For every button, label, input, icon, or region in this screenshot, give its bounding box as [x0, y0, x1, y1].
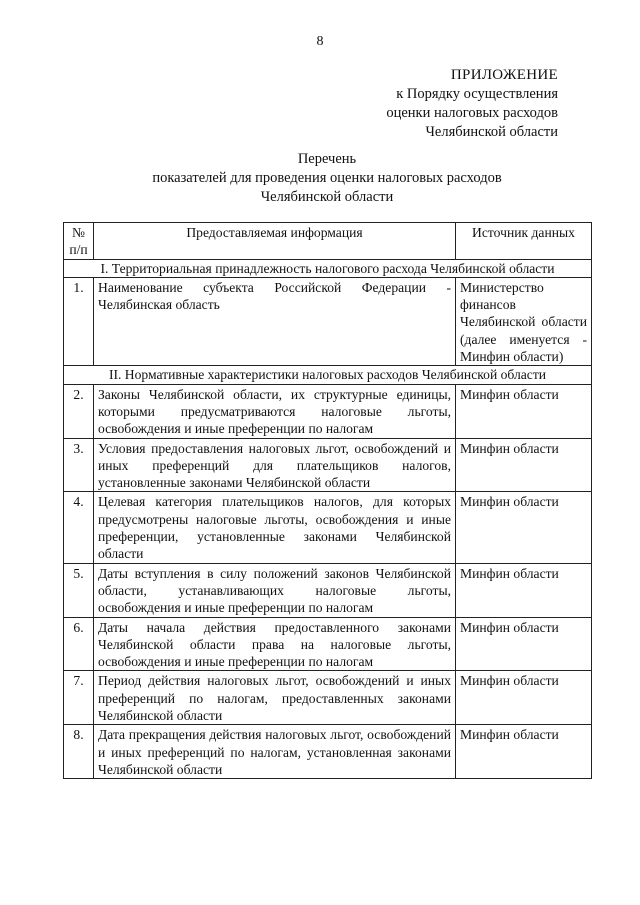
row-info: Даты начала действия предоставленного законами Челябинской области права на налоговые льготы, освобождения и иные преференции по налогам	[94, 617, 456, 671]
header-source: Источник данных	[456, 223, 592, 260]
section-title: I. Территориальная принадлежность налогового расхода Челябинской области	[64, 259, 592, 277]
row-source: Минфин области	[456, 563, 592, 617]
section-title: II. Нормативные характеристики налоговых расходов Челябинской области	[64, 366, 592, 384]
row-source: Минфин области	[456, 438, 592, 492]
appendix-line: оценки налоговых расходов	[386, 105, 558, 121]
row-info: Условия предоставления налоговых льгот, освобождений и иных преференций для плательщиков налогов, установленные законами Челябинской области	[94, 438, 456, 492]
row-info: Даты вступления в силу положений законов Челябинской области, устанавливающих налоговые льготы, освобождения и иные преференции по налогам	[94, 563, 456, 617]
row-num: 8.	[64, 725, 94, 779]
title-line: показателей для проведения оценки налоговых расходов	[152, 170, 502, 186]
appendix-block	[386, 66, 558, 142]
indicators-table	[63, 222, 592, 779]
table-row	[64, 438, 592, 492]
table-row	[64, 563, 592, 617]
section-row	[64, 259, 592, 277]
row-num: 3.	[64, 438, 94, 492]
table-row	[64, 492, 592, 563]
table-row	[64, 671, 592, 725]
row-info: Наименование субъекта Российской Федерации - Челябинская область	[94, 277, 456, 365]
row-num: 1.	[64, 277, 94, 365]
appendix-heading: ПРИЛОЖЕНИЕ	[450, 67, 558, 83]
row-source: Минфин области	[456, 492, 592, 563]
page-number: 8	[316, 34, 324, 49]
table-row	[64, 384, 592, 438]
row-num: 7.	[64, 671, 94, 725]
row-info: Целевая категория плательщиков налогов, для которых предусмотрены налоговые льготы, освобождения и иные преференции, установленные законами Челябинской области	[94, 492, 456, 563]
row-info: Дата прекращения действия налоговых льгот, освобождений и иных преференций по налогам, установленная законами Челябинской области	[94, 725, 456, 779]
row-num: 6.	[64, 617, 94, 671]
row-source: Минфин области	[456, 384, 592, 438]
table-header-row	[64, 223, 592, 260]
appendix-line: к Порядку осуществления	[396, 86, 558, 102]
document-title	[100, 150, 554, 207]
table-row	[64, 725, 592, 779]
row-num: 4.	[64, 492, 94, 563]
row-num: 5.	[64, 563, 94, 617]
table-row	[64, 617, 592, 671]
title-line: Перечень	[297, 151, 357, 167]
row-source: Минфин области	[456, 725, 592, 779]
table-row	[64, 277, 592, 365]
section-row	[64, 366, 592, 384]
row-source: Минфин области	[456, 671, 592, 725]
appendix-line: Челябинской области	[425, 124, 558, 140]
row-source: Министерство финансов Челябинской области (далее именуется - Минфин области)	[456, 277, 592, 365]
row-num: 2.	[64, 384, 94, 438]
title-line: Челябинской области	[260, 189, 394, 205]
header-info: Предоставляемая информация	[94, 223, 456, 260]
row-source: Минфин области	[456, 617, 592, 671]
header-num: № п/п	[64, 223, 94, 260]
row-info: Законы Челябинской области, их структурные единицы, которыми предусматриваются налоговые льготы, освобождения и иные преференции по налогам	[94, 384, 456, 438]
row-info: Период действия налоговых льгот, освобождений и иных преференций по налогам, предоставленных законами Челябинской области	[94, 671, 456, 725]
